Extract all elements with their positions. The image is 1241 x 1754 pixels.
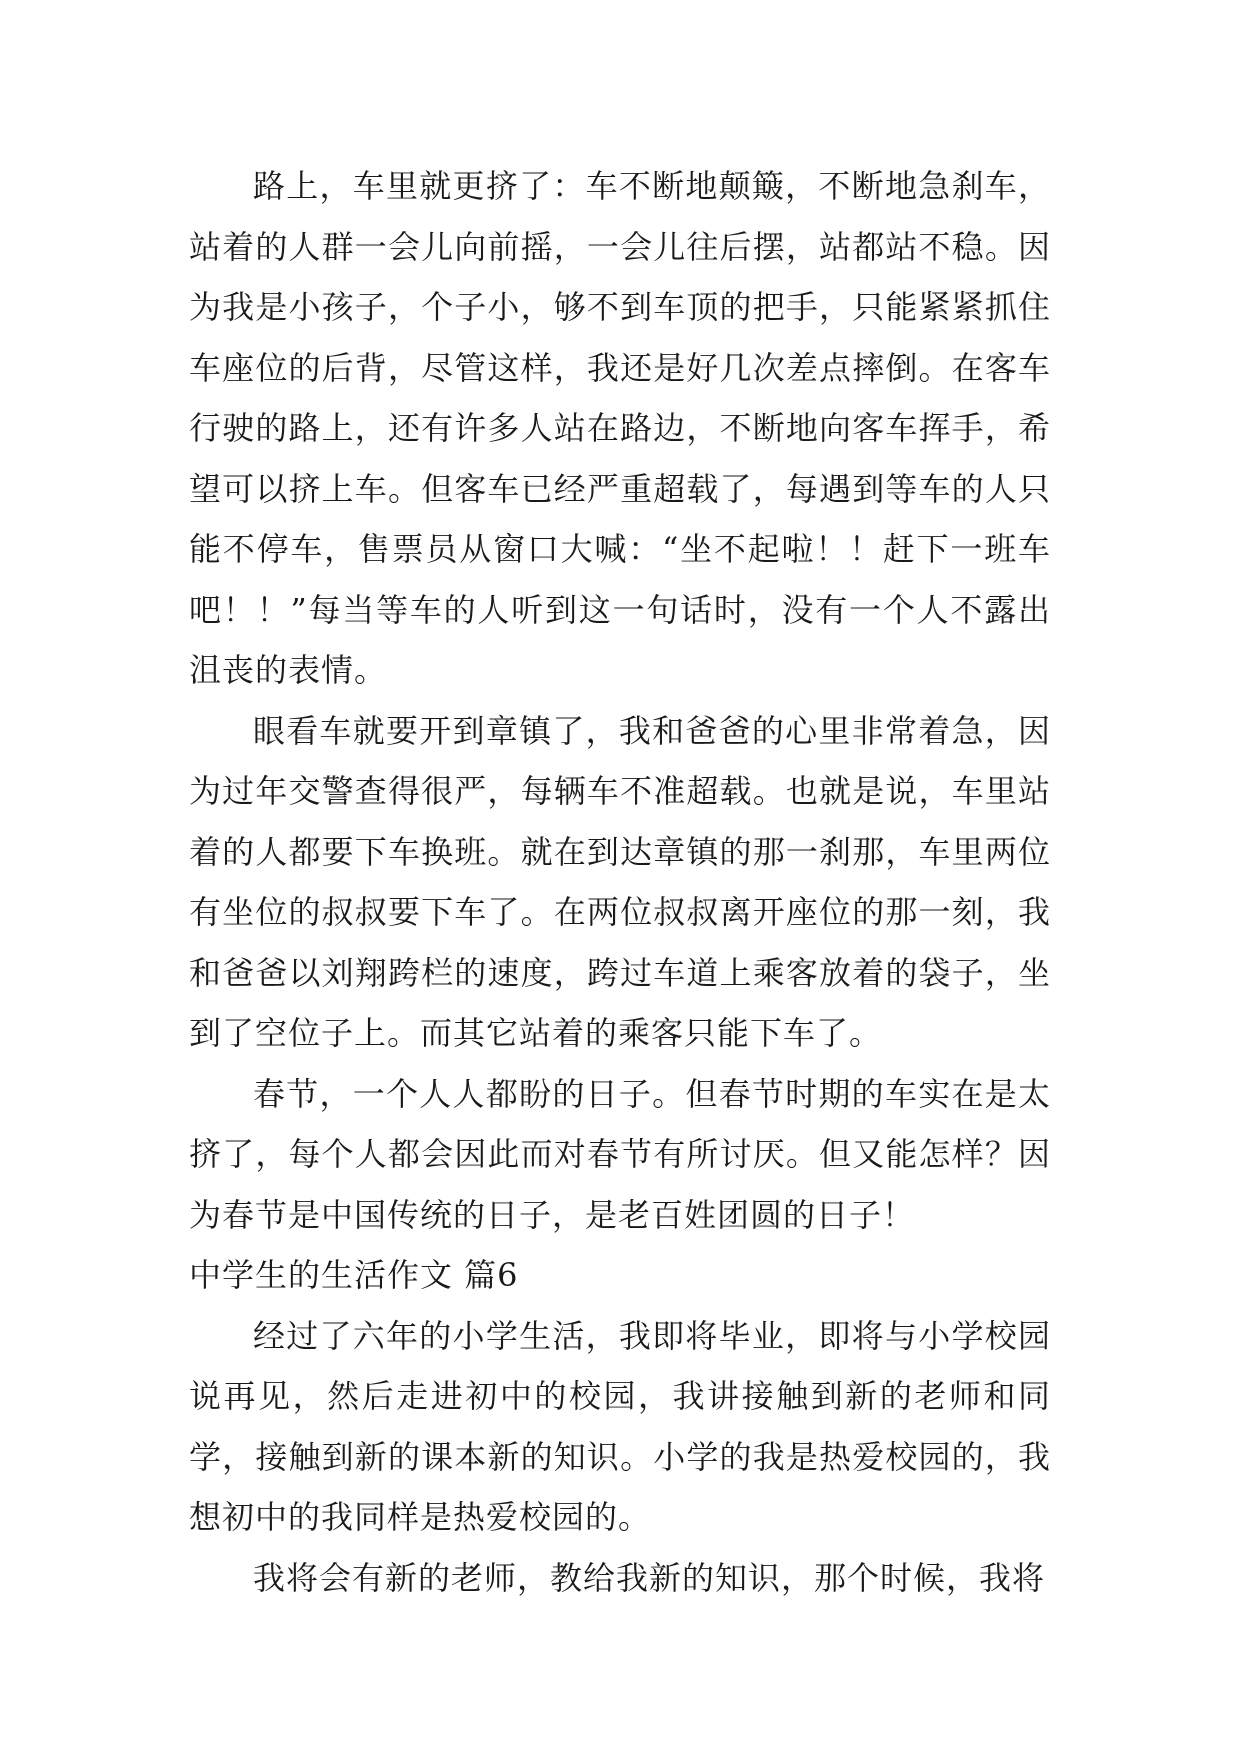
body-paragraph: 路上，车里就更挤了：车不断地颠簸，不断地急刹车，站着的人群一会儿向前摇，一会儿往后摆，站都站不稳。因为我是小孩子，个子小，够不到车顶的把手，只能紧紧抓住车座位的后背，尽管这样，我还是好几次差点摔倒。在客车行驶的路上，还有许多人站在路边，不断地向客车挥手，希望可以挤上车。但客车已经严重超载了，每遇到等车的人只能不停车，售票员从窗口大喊：“坐不起啦！！赶下一班车吧！！”每当等车的人听到这一句话时，没有一个人不露出沮丧的表情。 bbox=[189, 167, 1051, 689]
section-heading: 中学生的生活作文 篇6 bbox=[189, 1256, 519, 1294]
body-paragraph: 春节，一个人人都盼的日子。但春节时期的车实在是太挤了，每个人都会因此而对春节有所讨厌。但又能怎样？因为春节是中国传统的日子，是老百姓团圆的日子！ bbox=[189, 1074, 1051, 1234]
body-paragraph: 经过了六年的小学生活，我即将毕业，即将与小学校园说再见，然后走进初中的校园，我讲接触到新的老师和同学，接触到新的课本新的知识。小学的我是热爱校园的，我想初中的我同样是热爱校园的。 bbox=[189, 1316, 1051, 1536]
document-page bbox=[189, 156, 1051, 1608]
body-paragraph: 我将会有新的老师，教给我新的知识，那个时候，我将 bbox=[253, 1558, 1046, 1597]
body-paragraph: 眼看车就要开到章镇了，我和爸爸的心里非常着急，因为过年交警查得很严，每辆车不准超载。也就是说，车里站着的人都要下车换班。就在到达章镇的那一刹那，车里两位有坐位的叔叔要下车了。在两位叔叔离开座位的那一刻，我和爸爸以刘翔跨栏的速度，跨过车道上乘客放着的袋子，坐到了空位子上。而其它站着的乘客只能下车了。 bbox=[189, 711, 1051, 1052]
